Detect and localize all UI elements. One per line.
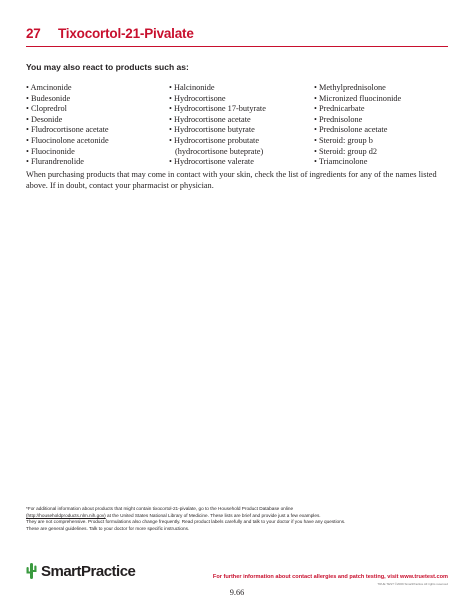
page-footer	[0, 556, 474, 612]
list-item: • Hydrocortisone 17-butyrate	[169, 104, 266, 114]
footnote-line	[26, 513, 450, 520]
list-item: • Prednisolone	[314, 114, 363, 124]
list-item: • Hydrocortisone probutate	[169, 135, 259, 145]
list-item: • Fludrocortisone acetate	[26, 125, 109, 135]
list-item: • Micronized fluocinonide	[314, 93, 402, 103]
title-rule	[26, 46, 448, 47]
allergen-title: Tixocortol-21-Pivalate	[58, 26, 194, 41]
list-item: • Clopredrol	[26, 104, 67, 114]
list-item: • Amcinonide	[26, 83, 72, 92]
list-item: • Steroid: group d2	[314, 146, 378, 156]
list-item: • Hydrocortisone acetate	[169, 114, 251, 124]
list-item: • Budesonide	[26, 93, 71, 103]
footnote-line: *For additional information about products that might contain tixocortol-21-pivalate, go to the Household Product Database online	[26, 506, 294, 511]
product-column-3	[314, 83, 456, 168]
purchase-note: When purchasing products that may come in contact with your skin, check the list of ingredients for any of the names listed above. If in doubt, contact your pharmacist or physician.	[26, 170, 437, 190]
product-column-1	[26, 83, 169, 168]
list-item: • Triamcinolone	[314, 157, 368, 167]
list-item: • Fluocinolone acetonide	[26, 135, 109, 145]
smartpractice-logo	[26, 562, 135, 580]
footnote	[26, 506, 450, 532]
list-item: • Methylprednisolone	[314, 83, 386, 92]
household-database-link[interactable]: (http://householdproducts.nlm.nih.gov)	[26, 512, 106, 518]
cactus-icon	[26, 562, 37, 580]
list-item: • Prednicarbate	[314, 104, 365, 114]
list-item: • Hydrocortisone	[169, 93, 226, 103]
page-header	[26, 26, 452, 41]
list-item-continuation: (hydrocortisone buteprate)	[175, 146, 264, 156]
logo-text: SmartPractice	[41, 562, 136, 580]
allergen-number: 27	[26, 26, 41, 41]
list-item: • Steroid: group b	[314, 135, 373, 145]
product-columns	[26, 83, 456, 168]
list-item: • Desonide	[26, 114, 63, 124]
page-number: 9.66	[229, 588, 245, 597]
list-item: • Halcinonide	[169, 83, 215, 92]
footnote-line: They are not comprehensive. Product formulations also change frequently. Read product labels carefully and talk to your doctor if you have any questions.	[26, 519, 346, 525]
list-item: • Prednisolone acetate	[314, 125, 388, 135]
further-info-text: For further information about contact allergies and patch testing, visit www.truetest.com	[212, 574, 448, 580]
list-item: • Fluocinonide	[26, 146, 75, 156]
footnote-text: at the United States National Library of Medicine. These lists are brief and provide just a few examples.	[105, 512, 321, 518]
subheading: You may also react to products such as:	[26, 62, 189, 72]
list-item: • Flurandrenolide	[26, 157, 84, 167]
product-column-2	[169, 83, 314, 168]
copyright-text: TRUE TEST ©2009 SmartPractice All rights reserved	[377, 582, 448, 586]
list-item: • Hydrocortisone butyrate	[169, 125, 255, 135]
footnote-line: These are general guidelines. Talk to your doctor for more specific instructions.	[26, 525, 190, 531]
title-row	[26, 26, 452, 41]
list-item: • Hydrocortisone valerate	[169, 157, 254, 167]
